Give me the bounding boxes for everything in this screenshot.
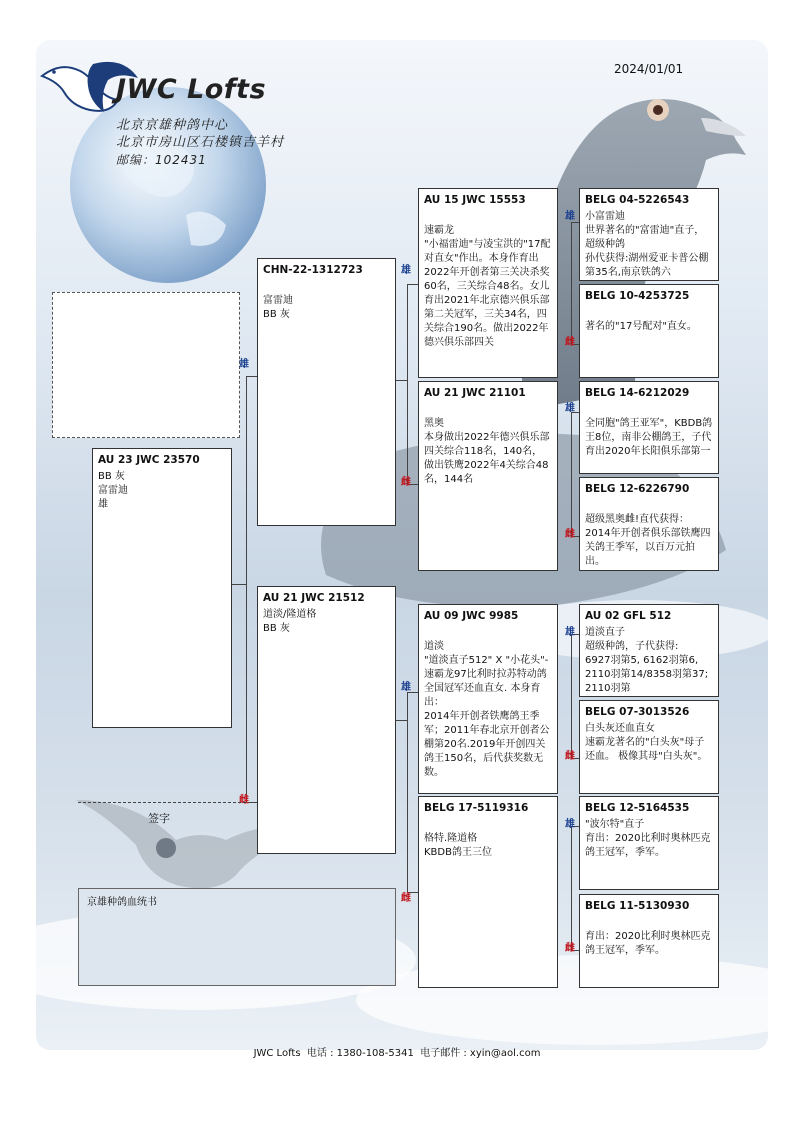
connector [571,222,579,223]
great-grandparent-box[interactable] [579,604,719,697]
ring-number: CHN-22-1312723 [263,264,363,276]
center-address: 北京市房山区石楼镇吉羊村 [116,135,285,150]
sire-box[interactable] [257,258,396,526]
ring-number: AU 09 JWC 9985 [424,610,519,622]
female-tag: 雌 [401,893,411,904]
great-grandparent-box[interactable] [579,700,719,794]
connector [571,412,572,536]
center-postcode: 邮编：102431 [116,153,207,167]
male-tag: 雄 [565,819,575,830]
connector [232,584,246,585]
male-tag: 雄 [401,682,411,693]
subject-box[interactable] [92,448,232,728]
certificate-box [78,888,396,986]
footer-contact: JWC Lofts 电话 : 1380-108-5341 电子邮件 : xyin@aol.com [253,1048,541,1059]
granddam-maternal-box[interactable] [418,796,558,988]
male-tag: 雄 [401,265,411,276]
female-tag: 雌 [565,529,575,540]
connector [246,376,257,377]
bird-description: 黑奥 本身做出2022年德兴俱乐部四关综合118名，140名，做出铁鹰2022年4关综合48名，144名 [424,418,550,485]
bird-description: 道淡/隆道格 BB 灰 [263,609,317,634]
male-tag: 雄 [239,359,249,370]
great-grandparent-box[interactable] [579,188,719,281]
bird-description: "波尔特"直子 育出：2020比利时奥林匹克鸽王冠军，季军。 [585,819,711,858]
ring-number: BELG 12-5164535 [585,802,690,814]
female-tag: 雌 [565,751,575,762]
connector [396,720,407,721]
bird-description: 小富雷迪 世界著名的"富雷迪"直子，超级种鸽 孙代获得:湖州爱亚卡普公棚第35名,南京铁鸽六 [585,211,709,278]
bird-description: BB 灰 富雷迪 雄 [98,471,128,510]
female-tag: 雌 [565,337,575,348]
connector-gen2-sire [407,284,408,484]
dam-box[interactable] [257,586,396,854]
bird-description: 道淡直子 超级种鸽，子代获得: 6927羽第5, 6162羽第6, 2110羽第14/8358羽第37; 2110羽第 [585,627,709,694]
ring-number: BELG 11-5130930 [585,900,690,912]
certificate-label: 京雄种鸽血统书 [87,897,157,908]
bird-description: 富雷迪 BB 灰 [263,295,293,320]
male-tag: 雄 [565,211,575,222]
great-grandparent-box[interactable] [579,477,719,571]
center-name: 北京京雄种鸽中心 [116,118,229,133]
logo-text: JWC Lofts [116,74,267,105]
female-tag: 雌 [239,795,249,806]
ring-number: BELG 14-6212029 [585,387,690,399]
ring-number: AU 21 JWC 21101 [424,387,526,399]
ring-number: BELG 04-5226543 [585,194,690,206]
connector [407,284,418,285]
connector-gen2-dam [407,692,408,892]
bird-description: 全同胞"鸽王亚军"，KBDB鸽王8位，南非公棚鸽王，子代育出2020年长阳俱乐部第一 [585,418,713,457]
signature-line [78,802,246,803]
bird-description: 育出：2020比利时奥林匹克鸽王冠军，季军。 [585,931,711,956]
bird-description: 白头灰还血直女 速霸龙著名的"白头灰"母子还血。 极像其母"白头灰"。 [585,723,708,762]
ring-number: BELG 07-3013526 [585,706,690,718]
ring-number: AU 21 JWC 21512 [263,592,365,604]
male-tag: 雄 [565,403,575,414]
great-grandparent-box[interactable] [579,894,719,988]
male-tag: 雄 [565,627,575,638]
bird-description: 速霸龙 "小福雷迪"与凌宝洪的"17配对直女"作出。本身作育出2022年开创者第三关决杀奖60名，三关综合48名。女儿育出2021年北京德兴俱乐部第二关冠军，三关34名，四关综合190名。做出2022年德兴俱乐部四关 [424,225,551,348]
connector [396,380,407,381]
connector-gen1 [246,376,247,802]
granddam-paternal-box[interactable] [418,381,558,571]
connector [571,826,572,950]
great-grandparent-box[interactable] [579,284,719,378]
ring-number: BELG 12-6226790 [585,483,690,495]
female-tag: 雌 [565,943,575,954]
grandsire-maternal-box[interactable] [418,604,558,794]
bird-description: 格特.隆道格 KBDB鸽王三位 [424,833,492,858]
photo-placeholder [52,292,240,438]
ring-number: BELG 17-5119316 [424,802,529,814]
ring-number: AU 02 GFL 512 [585,610,672,622]
bird-description: 超级黑奥雌!直代获得：2014年开创者俱乐部铁鹰四关鸽王季军，以百万元拍出。 [585,514,711,567]
ring-number: AU 23 JWC 23570 [98,454,200,466]
female-tag: 雌 [401,477,411,488]
signature-label: 签字 [148,812,170,825]
connector [571,634,572,758]
connector [571,222,572,344]
grandsire-paternal-box[interactable] [418,188,558,378]
great-grandparent-box[interactable] [579,381,719,474]
ring-number: BELG 10-4253725 [585,290,690,302]
great-grandparent-box[interactable] [579,796,719,890]
bird-description: 著名的"17号配对"直女。 [585,321,697,332]
date: 2024/01/01 [614,62,684,76]
ring-number: AU 15 JWC 15553 [424,194,526,206]
bird-description: 道淡 "道淡直子512" X "小花头"-速霸龙97比利时拉苏特动鸽全国冠军还血直女. 本身育出： 2014年开创者铁鹰鸽王季军；2011年春北京开创者公棚第20名.2019年开创四关鸽王150名，后代获奖数无数。 [424,641,550,778]
